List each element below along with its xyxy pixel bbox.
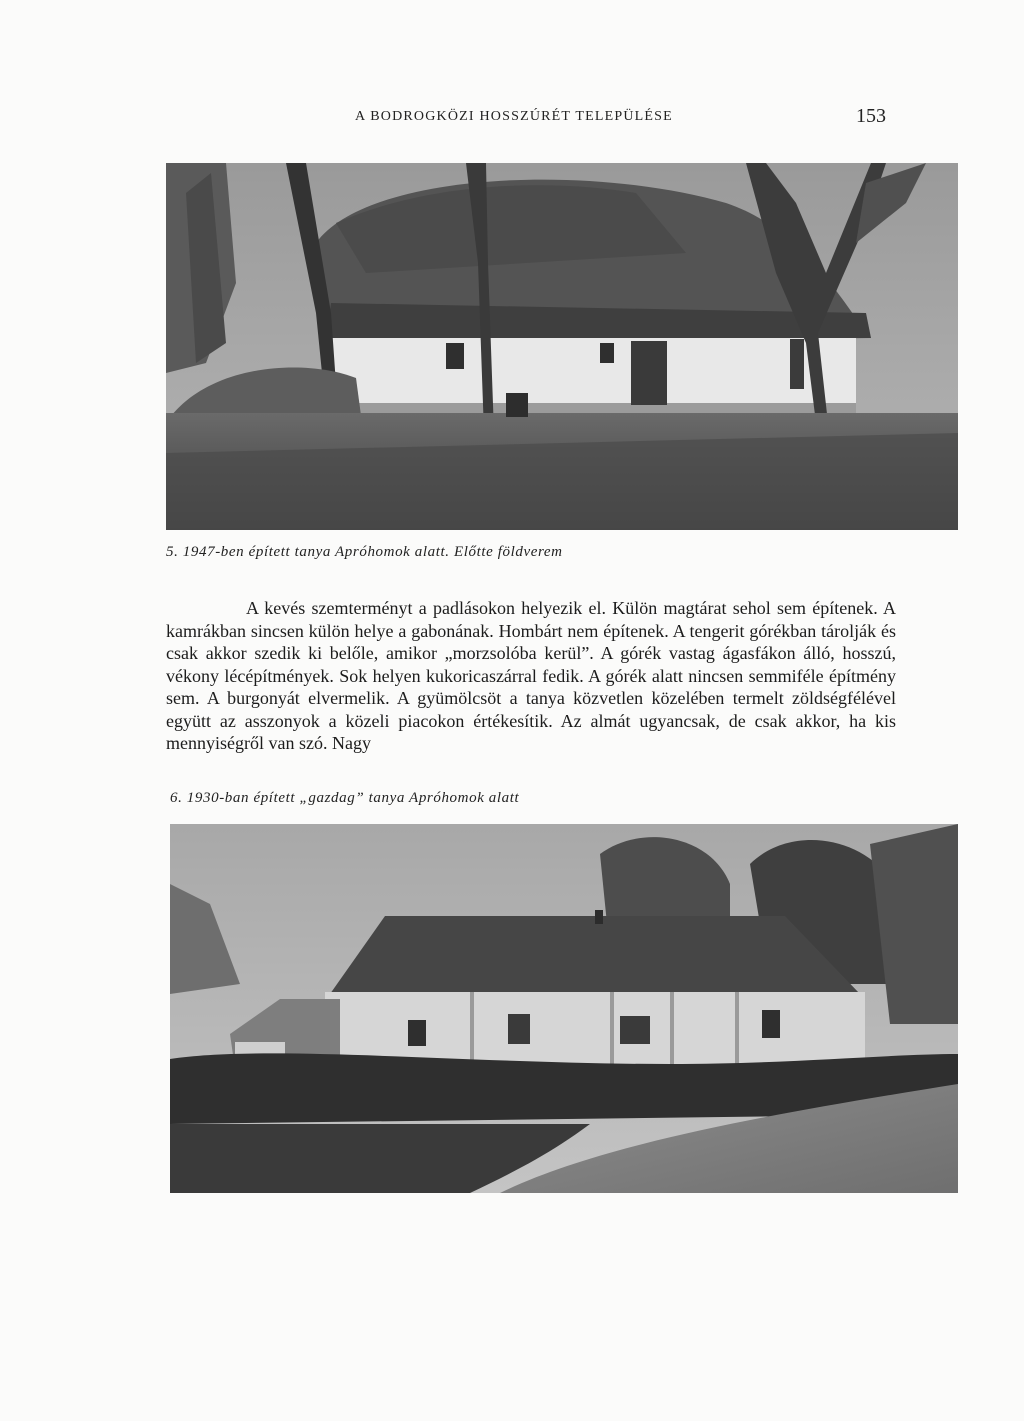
figure-caption: 6. 1930-ban épített „gazdag” tanya Apróhomok alatt xyxy=(170,790,520,806)
tiled-farmhouse-photo xyxy=(170,824,958,1193)
thatched-farmhouse-photo xyxy=(166,163,958,530)
page-number: 153 xyxy=(856,105,886,127)
figure-caption: 5. 1947-ben épített tanya Apróhomok alatt. Előtte földverem xyxy=(166,544,563,560)
body-paragraph: A kevés szemterményt a padlásokon helyezik el. Külön magtárat sehol sem építenek. A kamrákban sincsen külön helye a gabonának. Hombárt nem építenek. A tengerit górékban tárolják és csak akkor szedik ki belőle, amikor „morzsolóba kerül”. A górék vastag ágasfákon álló, hosszú, vékony lécépítmények. Sok helyen kukoricaszárral fedik. A górék alatt nincsen semmiféle építmény sem. A burgonyát elvermelik. A gyümölcsöt a tanya közvetlen közelében termelt zöldségfélével együtt az asszonyok a közeli piacokon értékesítik. Az almát ugyancsak, de csak akkor, ha kis mennyiségről van szó. Nagy xyxy=(166,598,896,753)
running-head: A BODROGKÖZI HOSSZÚRÉT TELEPÜLÉSE xyxy=(355,109,673,124)
body-text xyxy=(166,597,896,755)
